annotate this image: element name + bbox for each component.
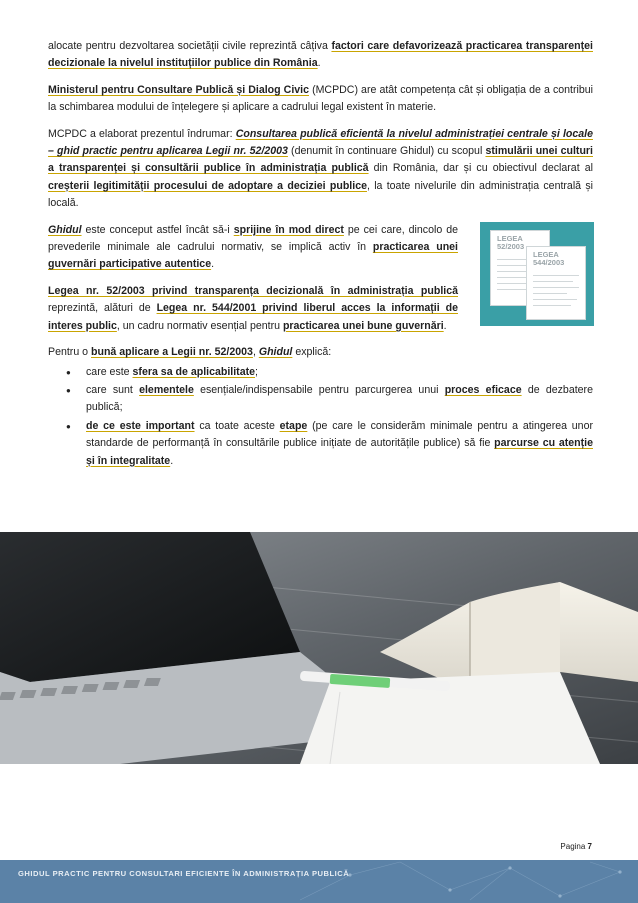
text: Pentru o (48, 346, 91, 359)
text: MCPDC a elaborat prezentul îndrumar: (48, 127, 236, 140)
text: . (443, 319, 447, 332)
laws-documents-illustration (480, 222, 594, 326)
emphasis: creșterii legitimității procesului de adoptare a deciziei publice (48, 179, 367, 192)
footer-banner (0, 860, 638, 903)
text: din România, dar și cu obiectivul declarat al (368, 162, 593, 175)
emphasis: sprijine în mod direct (233, 223, 344, 236)
text: (denumit în continuare Ghidul) cu scopul (287, 145, 486, 158)
emphasis: practicarea unei bune guvernări (282, 319, 444, 332)
document-legea-544-icon (526, 246, 586, 320)
text: . (317, 57, 321, 70)
text: reprezintă, alături de (48, 302, 157, 315)
text: . (211, 258, 215, 271)
emphasis: Consultarea publică eficientă la nivelul administrației centrale și locale – ghid practic pentru aplicarea Legii nr. 52/2003 (48, 127, 593, 158)
text: , un cadru normativ esențial pentru (116, 319, 283, 332)
emphasis: Ghidul (48, 223, 82, 236)
emphasis: Ministerul pentru Consultare Publică și Dialog Civic (48, 83, 309, 96)
page-content (48, 38, 593, 471)
emphasis: bună aplicare a Legii nr. 52/2003 (91, 346, 253, 359)
page-number: Pagina 7 (560, 842, 592, 851)
emphasis: practicarea unei guvernări participative autentice (48, 241, 458, 271)
text: , (252, 346, 259, 359)
text: explică: (292, 346, 332, 359)
emphasis: Legea nr. 52/2003 privind transparența decizională în administrația publică (48, 284, 458, 297)
list-item: ● care sunt elementele esențiale/indispensabile pentru parcurgerea unui proces eficace de dezbatere publică; (64, 382, 593, 417)
text: , la toate nivelurile din administrația centrală și locală. (48, 179, 593, 210)
footer-banner-title: GHIDUL PRACTIC PENTRU CONSULTARI EFICIENTE ÎN ADMINISTRAȚIA PUBLICĂ (18, 869, 350, 878)
paragraph-6 (48, 344, 593, 361)
emphasis: Legea nr. 544/2001 privind liberul acces la informații de interes public (48, 302, 458, 332)
photo-illustration (0, 532, 638, 764)
paragraph-4 (48, 222, 458, 274)
paragraph-5 (48, 283, 458, 335)
emphasis: stimulării unei culturi a transparenței și consultării publice în administrația publică (48, 145, 593, 175)
list-item: ● care este sfera sa de aplicabilitate; (64, 364, 593, 381)
text: (MCPDC) are atât competența cât și obligația de a contribui la schimbarea modului de înțelegere și aplicare a cadrului legal existent în materie. (48, 83, 593, 114)
network-pattern-icon (0, 860, 638, 903)
emphasis: Ghidul (258, 346, 293, 359)
paragraph-2 (48, 82, 593, 117)
laws-section (48, 222, 593, 335)
paragraph-3 (48, 126, 593, 213)
laptop-and-book-photo (0, 532, 638, 764)
text: alocate pentru dezvoltarea societății civile reprezintă câțiva (48, 40, 332, 52)
explanation-list (64, 364, 593, 470)
list-item: ● de ce este important ca toate aceste etape (pe care le considerăm minimale pentru a atingerea unor standarde de performanță în consultările publice inițiate de autoritățile publice) să fie parcurse cu atenție și în integralitate. (64, 418, 593, 470)
text: este conceput astfel încât să-i (81, 223, 234, 236)
doc-label: LEGEA 52/2003 (497, 233, 525, 251)
emphasis: factori care defavorizează practicarea transparenței decizionale la nivelul instituțiilor publice din România (48, 40, 593, 70)
paragraph-1 (48, 38, 593, 73)
text: pe cei care, dincolo de prevederile minimale ale cadrului normativ, se implică activ în (48, 223, 458, 254)
doc-label: LEGEA 544/2003 (533, 249, 565, 267)
